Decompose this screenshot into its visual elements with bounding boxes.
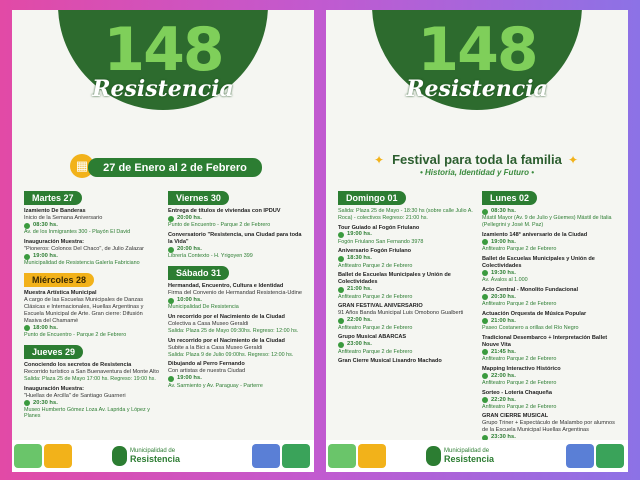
event-title: Inauguración Muestra:: [24, 385, 84, 392]
clock-icon: [168, 376, 174, 382]
event-location: Punto de Encuentro - Parque 2 de Febrero: [168, 222, 271, 229]
day-heading: Lunes 02: [482, 191, 537, 205]
event-item: [168, 232, 303, 260]
event-desc: Grupo Triner + Espectáculo de Malambo por alumnos de la Escuela Municipal Huellas Argentinas: [482, 420, 615, 434]
anniversary-number: 148: [103, 15, 223, 85]
event-time: [482, 318, 617, 325]
event-title: Conversatorio "Resistencia, una Ciudad para toda la Vida": [168, 231, 302, 245]
event-desc: Subite a la Bici a Casa Museo Geraldi: [168, 344, 263, 351]
decor-icon: [328, 444, 356, 468]
event-title: Sorteo - Lotería Chaqueña: [482, 389, 552, 396]
clock-icon: [482, 318, 488, 324]
event-item: [338, 334, 473, 355]
event-item: [24, 290, 159, 339]
time-text: 21:00 hs.: [347, 286, 372, 293]
festival-subtitle: • Historia, Identidad y Futuro •: [419, 168, 535, 177]
event-title: Aniversario Fogón Friulano: [338, 248, 412, 255]
event-time: [338, 255, 473, 262]
time-text: 19:00 hs.: [491, 238, 516, 245]
time-text: 19:00 hs.: [347, 231, 372, 238]
right-poster: [326, 10, 628, 472]
event-time: [24, 325, 159, 332]
day-heading: Miércoles 28: [24, 273, 94, 287]
event-title: Gran Cierre Musical Lisandro Machado: [338, 358, 442, 365]
schedule-column: [482, 188, 617, 461]
event-title: Hermandad, Encuentro, Cultura e Identidad: [168, 282, 284, 289]
event-item: [482, 232, 617, 253]
clock-icon: [482, 349, 488, 355]
event-item: [168, 314, 303, 335]
event-time: [24, 222, 159, 229]
event-title: Entrega de títulos de viviendas con IPDUV: [168, 208, 281, 214]
event-item: [338, 358, 473, 365]
event-location: Av. Ávalos al 1.000: [482, 276, 528, 283]
event-time: [482, 373, 617, 380]
event-location: Anfiteatro Parque 2 de Febrero: [338, 348, 413, 355]
time-text: 22:00 hs.: [347, 317, 372, 324]
time-text: 22:00 hs.: [491, 372, 516, 379]
event-desc: Inicio de la Semana Aniversario: [24, 214, 103, 221]
event-location: Paseo Costanero a orillas del Río Negro: [482, 324, 579, 331]
event-time: [168, 246, 303, 253]
festival-title: Festival para toda la familia: [392, 152, 562, 167]
event-item: [168, 338, 303, 359]
event-item: [482, 335, 617, 363]
event-item: [168, 283, 303, 311]
sparkle-icon: ✦: [568, 153, 579, 167]
time-text: 19:00 hs.: [177, 375, 202, 382]
time-text: 23:30 hs.: [491, 434, 516, 441]
event-title: Izamiento De Banderas: [24, 208, 86, 214]
event-title: Dibujando al Perro Fernando: [168, 361, 245, 368]
schedule-column: [338, 188, 473, 368]
event-item: [24, 208, 159, 236]
event-time: [338, 231, 473, 238]
event-location: Mástil Mayor (Av. 9 de Julio y Güemes) Mástil de Italia (Pellegrini y José M. Paz): [482, 215, 612, 228]
event-title: Tradicional Desembarco + Interpretación Ballet Nouve Vita: [482, 334, 608, 348]
time-text: 18:00 hs.: [33, 324, 58, 331]
clock-icon: [482, 397, 488, 403]
time-text: 20:30 hs.: [491, 293, 516, 300]
event-location: Anfiteatro Parque 2 de Febrero: [482, 245, 557, 252]
day-heading: Sábado 31: [168, 266, 229, 280]
event-item: [482, 311, 617, 332]
event-desc: "Huellas de Arcilla" de Santiago Guarneri: [24, 392, 126, 399]
event-location: Av. de los Inmigrantes 300 - Playón El David: [24, 229, 131, 236]
clock-icon: [338, 342, 344, 348]
event-time: [168, 375, 303, 382]
event-location: Anfiteatro Parque 2 de Febrero: [482, 300, 557, 307]
date-range-band: 27 de Enero al 2 de Febrero: [88, 158, 262, 177]
event-time: [482, 239, 617, 246]
event-location: Punto de Encuentro - Parque 2 de Febrero: [24, 332, 127, 339]
event-location: Salida: Plaza 25 de Mayo 09:30hs. Regreso: 12:00 hs.: [168, 327, 299, 334]
footer: [12, 440, 314, 472]
left-poster: [12, 10, 314, 472]
time-text: 19:30 hs.: [491, 269, 516, 276]
clock-icon: [24, 223, 30, 229]
event-item: [24, 386, 159, 421]
schedule-column: [24, 188, 159, 423]
event-desc: 91 Años Banda Municipal Luis Omobono Gualberti: [338, 310, 464, 317]
event-location: Municipalidad de Resistencia Galería Fabriciano: [24, 260, 140, 267]
time-text: 19:00 hs.: [33, 252, 58, 259]
event-item: [482, 256, 617, 284]
event-time: [482, 397, 617, 404]
event-location: Librería Contexto - H. Yrigoyen 399: [168, 253, 253, 260]
event-item: [24, 362, 159, 383]
clock-icon: [168, 298, 174, 304]
event-desc: Colectiva a Casa Museo Geraldi: [168, 320, 249, 327]
time-text: 20:30 hs.: [33, 399, 58, 406]
schedule-column: [168, 188, 303, 392]
event-title: Ballet de Escuelas Municipales y Unión de Colectividades: [338, 272, 451, 286]
event-item: [482, 208, 617, 229]
event-time: [482, 294, 617, 301]
event-location: Anfiteatro Parque 2 de Febrero: [482, 403, 557, 410]
event-time: [168, 215, 303, 222]
clock-icon: [338, 318, 344, 324]
day-heading: Viernes 30: [168, 191, 229, 205]
event-location: Salida: Plaza 25 de Mayo - 18:30 hs (sobre calle Julio A. Roca) - colectivos Regreso: 21:00 hs.: [338, 208, 473, 221]
time-text: 21:45 hs.: [491, 348, 516, 355]
event-location: Anfiteatro Parque 2 de Febrero: [338, 324, 413, 331]
time-text: 21:00 hs.: [491, 317, 516, 324]
time-text: 18:30 hs.: [347, 255, 372, 262]
event-time: [338, 317, 473, 324]
clock-icon: [482, 373, 488, 379]
municipal-seal-icon: [112, 446, 127, 466]
event-time: [338, 341, 473, 348]
event-desc: A cargo de las Escuelas Municipales de Danzas Clásicas e Internacionales, Huellas Argentinas y Escuela Municipal de Arte. Gran cierre: Difusión Masiva del Chamamé: [24, 296, 144, 324]
event-title: Muestra Artística Municipal: [24, 289, 97, 296]
clock-icon: [24, 325, 30, 331]
event-title: GRAN FESTIVAL ANIVERSARIO: [338, 303, 423, 310]
event-location: Fogón Friulano San Fernando 3978: [338, 238, 424, 245]
event-location: Av. Sarmiento y Av. Paraguay - Parterre: [168, 382, 263, 389]
event-item: [482, 390, 617, 411]
event-item: [338, 208, 473, 222]
event-item: [338, 303, 473, 331]
event-title: Inauguración Muestra:: [24, 238, 84, 245]
event-item: [168, 208, 303, 229]
clock-icon: [482, 270, 488, 276]
muni-small: Municipalidad de: [130, 448, 176, 454]
event-location: Anfiteatro Parque 2 de Febrero: [482, 355, 557, 362]
event-location: Municipalidad De Resistencia: [168, 304, 239, 311]
event-title: Izamiento 148° aniversario de la Ciudad: [482, 231, 588, 238]
event-desc: Con artistas de nuestra Ciudad: [168, 368, 246, 375]
event-item: [168, 361, 303, 389]
event-desc: Firma del Convenio de Hermandad Resistencia-Udine: [168, 289, 303, 296]
dog-mascot-icon: [596, 444, 624, 468]
decor-icon: [44, 444, 72, 468]
decor-icon: [358, 444, 386, 468]
day-heading: Jueves 29: [24, 345, 83, 359]
municipal-seal-icon: [426, 446, 441, 466]
day-heading: Domingo 01: [338, 191, 406, 205]
municipality-logo: [444, 448, 494, 464]
event-location: Anfiteatro Parque 2 de Febrero: [482, 379, 557, 386]
event-item: [482, 366, 617, 387]
event-location: Anfiteatro Parque 2 de Febrero: [338, 293, 413, 300]
event-location: Museo Humberto Gómez Loza Av. Laprida y López y Planes: [24, 406, 150, 420]
event-title: Conociendo los secretos de Resistencia: [24, 361, 132, 368]
clock-icon: [338, 232, 344, 238]
event-item: [482, 287, 617, 308]
event-item: [24, 239, 159, 267]
muni-big: Resistencia: [444, 453, 495, 464]
day-heading: Martes 27: [24, 191, 82, 205]
clock-icon: [482, 209, 488, 215]
anniversary-word: Resistencia: [406, 76, 548, 102]
clock-icon: [482, 239, 488, 245]
event-location: Anfiteatro Parque 2 de Febrero: [338, 262, 413, 269]
event-title: Un recorrido por el Nacimiento de la Ciudad: [168, 337, 285, 344]
time-text: 22:20 hs.: [491, 396, 516, 403]
event-title: Actuación Orquesta de Música Popular: [482, 310, 587, 317]
clock-icon: [482, 294, 488, 300]
event-title: Ballet de Escuelas Municipales y Unión de Colectividades: [482, 255, 595, 269]
event-desc: "Pioneros: Colonos Del Chaco", de Julio Zalazar: [24, 245, 144, 252]
event-time: [24, 253, 159, 260]
anniversary-word: Resistencia: [92, 76, 234, 102]
event-title: Tour Guiado al Fogón Friulano: [338, 224, 420, 231]
event-title: Un recorrido por el Nacimiento de la Ciudad: [168, 313, 285, 320]
decor-icon: [566, 444, 594, 468]
decor-icon: [252, 444, 280, 468]
event-title: GRAN CIERRE MUSICAL: [482, 413, 549, 420]
event-time: [338, 286, 473, 293]
event-time: [24, 400, 159, 407]
event-location: Salida: Plaza 25 de Mayo 17:00 hs. Regreso: 19:00 hs.: [24, 375, 156, 382]
event-item: [338, 225, 473, 246]
time-text: 10:00 hs.: [177, 296, 202, 303]
event-title: Acto Central - Monolito Fundacional: [482, 286, 579, 293]
calendar-icon: ▦: [70, 154, 94, 178]
municipality-logo: [130, 448, 180, 464]
time-text: 20:00 hs.: [177, 214, 202, 221]
time-text: 20:00 hs.: [177, 245, 202, 252]
event-time: [168, 297, 303, 304]
muni-small: Municipalidad de: [444, 448, 490, 454]
event-time: [482, 208, 617, 215]
clock-icon: [338, 287, 344, 293]
clock-icon: [168, 216, 174, 222]
time-text: 23:00 hs.: [347, 341, 372, 348]
footer: [326, 440, 628, 472]
time-text: 08:30 hs.: [33, 221, 58, 228]
clock-icon: [24, 254, 30, 260]
event-title: Mapping Interactivo Histórico: [482, 365, 561, 372]
sparkle-icon: ✦: [374, 153, 385, 167]
time-text: 08:30 hs.: [491, 208, 516, 214]
clock-icon: [24, 400, 30, 406]
muni-big: Resistencia: [130, 453, 181, 464]
event-desc: Recorrido turístico a San Buenaventura del Monte Alto: [24, 368, 159, 375]
event-time: [482, 270, 617, 277]
clock-icon: [168, 247, 174, 253]
decor-icon: [14, 444, 42, 468]
anniversary-number: 148: [417, 15, 537, 85]
event-title: Grupo Musical ABARCAS: [338, 334, 407, 341]
event-item: [338, 248, 473, 269]
clock-icon: [338, 256, 344, 262]
dog-mascot-icon: [282, 444, 310, 468]
event-item: [338, 272, 473, 300]
event-location: Salida: Plaza 9 de Julio 09:00hs. Regreso: 12:00 hs.: [168, 351, 294, 358]
event-time: [482, 349, 617, 356]
